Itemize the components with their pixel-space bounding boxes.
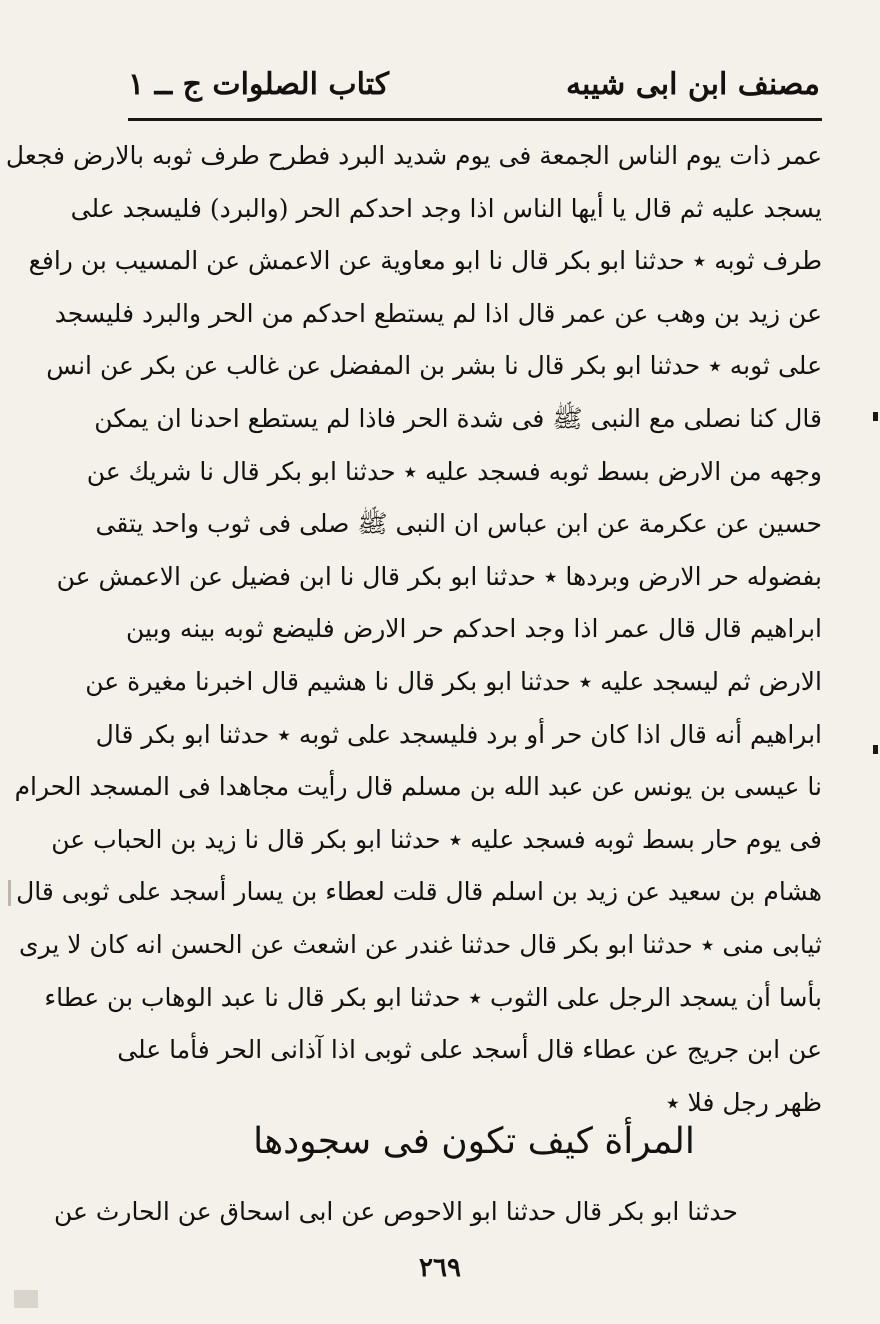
text-line: وجهه من الارض بسط ثوبه فسجد عليه ٭ حدثنا ابو بكر قال نا شريك عن <box>86 456 822 486</box>
margin-mark <box>873 412 878 421</box>
text-line-continued: حدثنا ابو بكر قال حدثنا ابو الاحوص عن ابى اسحاق عن الحارث عن <box>53 1197 738 1226</box>
chapter-title: كتاب الصلوات ج ــ ١ <box>128 66 390 102</box>
running-header <box>128 56 820 112</box>
text-line: عن ابن جريج عن عطاء قال أسجد على ثوبى اذا آذانى الحر فأما على <box>117 1035 822 1065</box>
text-line: عن زيد بن وهب عن عمر قال اذا لم يستطع احدكم من الحر والبرد فليسجد <box>54 298 822 328</box>
text-line: ثيابى منى ٭ حدثنا ابو بكر قال حدثنا غندر عن اشعث عن الحسن انه كان لا يرى <box>19 929 822 959</box>
body-text <box>5 130 822 1129</box>
text-line: ابراهيم أنه قال اذا كان حر أو برد فليسجد على ثوبه ٭ حدثنا ابو بكر قال <box>95 719 822 749</box>
section-heading: المرأة كيف تكون فى سجودها <box>253 1121 695 1162</box>
text-line: ظهر رجل فلا ٭ <box>665 1087 822 1117</box>
text-line: حسين عن عكرمة عن ابن عباس ان النبى ﷺ صلى فى ثوب واحد يتقى <box>95 509 822 539</box>
text-line: عمر ذات يوم الناس الجمعة فى يوم شديد البرد فطرح طرف ثوبه بالارض فجعل <box>5 141 822 170</box>
text-line: الارض ثم ليسجد عليه ٭ حدثنا ابو بكر قال نا هشيم قال اخبرنا مغيرة عن <box>85 666 822 696</box>
text-line: ابراهيم قال قال عمر اذا وجد احدكم حر الارض فليضع ثوبه بينه وبين <box>126 614 822 644</box>
book-title: مصنف ابن ابى شيبه <box>565 66 820 102</box>
text-line: طرف ثوبه ٭ حدثنا ابو بكر قال نا ابو معاوية عن الاعمش عن المسيب بن رافع <box>28 246 822 276</box>
edge-speck <box>8 880 11 906</box>
text-line: نا عيسى بن يونس عن عبد الله بن مسلم قال رأيت مجاهدا فى المسجد الحرام <box>14 772 822 802</box>
text-line: يسجد عليه ثم قال يا أيها الناس اذا وجد احدكم الحر (والبرد) فليسجد على <box>70 193 822 223</box>
header-rule <box>128 118 822 121</box>
page-number: ٢٦٩ <box>419 1253 461 1283</box>
edge-speck <box>14 1290 38 1308</box>
text-line: بأسا أن يسجد الرجل على الثوب ٭ حدثنا ابو بكر قال نا عبد الوهاب بن عطاء <box>44 982 822 1012</box>
text-line: بفضوله حر الارض وبردها ٭ حدثنا ابو بكر قال نا ابن فضيل عن الاعمش عن <box>56 561 822 591</box>
text-line: قال كنا نصلى مع النبى ﷺ فى شدة الحر فاذا لم يستطع احدنا ان يمكن <box>94 403 822 433</box>
margin-mark <box>873 745 878 754</box>
text-line: على ثوبه ٭ حدثنا ابو بكر قال نا بشر بن المفضل عن غالب عن بكر عن انس <box>46 351 822 381</box>
text-line: فى يوم حار بسط ثوبه فسجد عليه ٭ حدثنا ابو بكر قال نا زيد بن الحباب عن <box>51 824 822 854</box>
text-line: هشام بن سعيد عن زيد بن اسلم قال قلت لعطاء بن يسار أسجد على ثوبى قال <box>16 877 822 907</box>
